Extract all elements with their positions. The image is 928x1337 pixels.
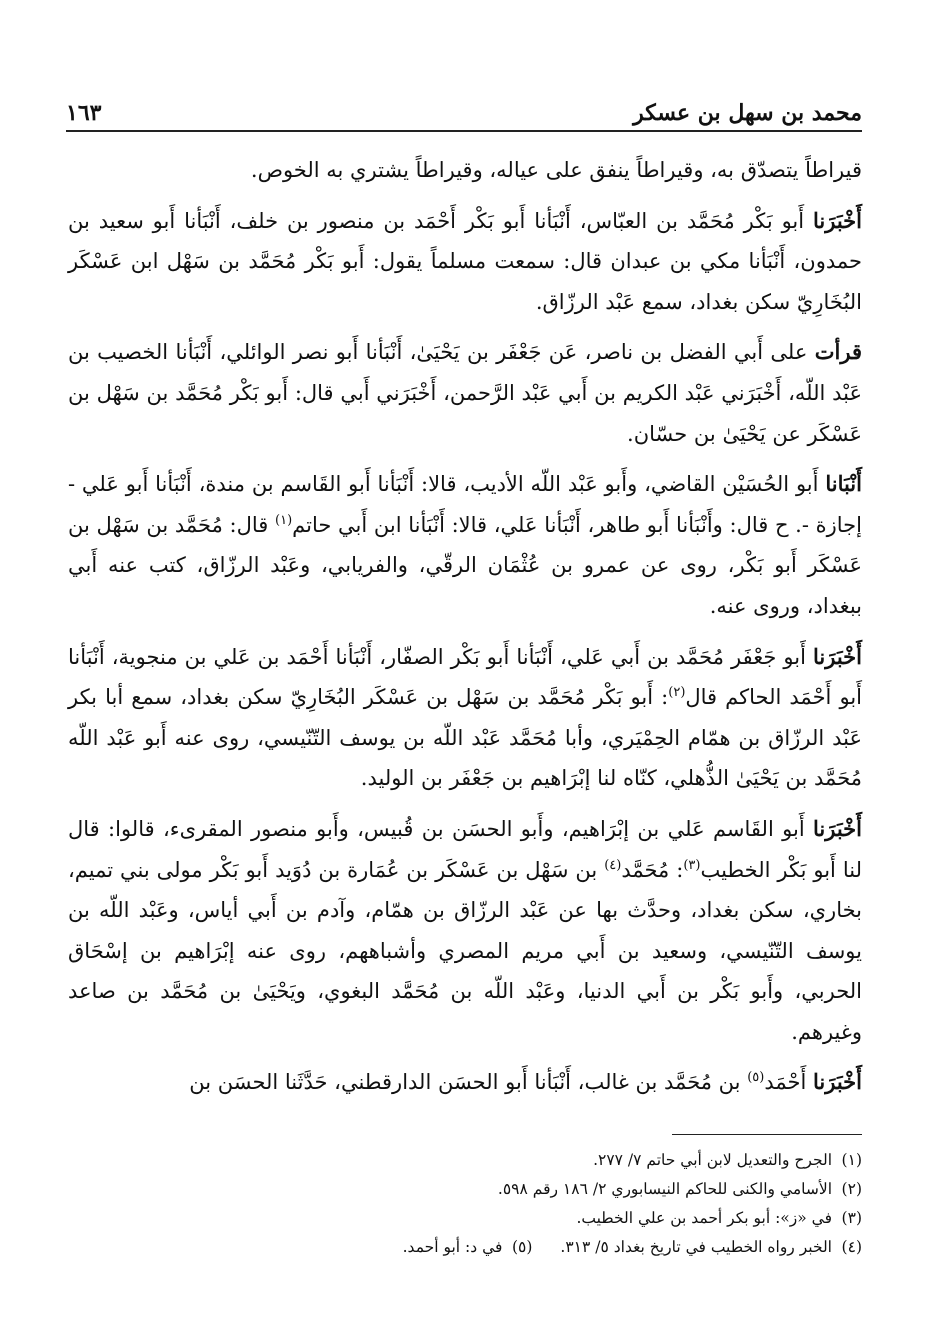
paragraph-5 <box>68 809 862 1053</box>
footnote-text: الجرح والتعديل لابن أبي حاتم ٧/ ٢٧٧. <box>593 1151 832 1169</box>
footnote-4-5 <box>68 1233 862 1262</box>
paragraph-6-text-b: بن مُحَمَّد بن غالب، أَنْبَأنا أَبو الحسَن الدارقطني، حَدَّثَنا الحسَن بن <box>189 1070 741 1095</box>
paragraph-1-keyword: أَخْبَرَنا <box>813 207 862 233</box>
paragraph-6 <box>68 1062 862 1103</box>
paragraph-3-text-a: أَبو الحُسَيْن القاضي، وأَبو عَبْد اللّه الأديب، قالا: أَنْبَأنا أَبو القَاسم بن مندة، أَنْبَأنا أَبو عَلي - إجازة -. ح قال: وأَنْبَأنا أَبو طاهر، أَنْبَأنا عَلي، قالا: أَنْبَأنا ابن أَبي حاتم <box>68 472 862 537</box>
paragraph-2-text: على أَبي الفضل بن ناصر، عَن جَعْفَر بن يَحْيَىٰ، أَنْبَأنا أَبو نصر الوائلي، أَنْبَأنا الخصيب بن عَبْد اللّه، أَخْبَرَني عَبْد الكريم بن أَبي عَبْد الرَّحمن، أَخْبَرَني أَبي قال: أَبو بَكْر مُحَمَّد بن سَهْل بن عَسْكَر عن يَحْيَىٰ بن حسّان. <box>68 340 862 446</box>
footnote-text: الأسامي والكنى للحاكم النيسابوري ٢/ ١٨٦ رقم ٥٩٨. <box>497 1180 832 1198</box>
footnote-number: (٥) <box>511 1238 533 1256</box>
main-text <box>68 150 862 1103</box>
paragraph-5-text-a: أَبو القَاسم عَلي بن إبْرَاهيم، وأَبو الحسَن بن قُبيس، وأَبو منصور المقرىء، قالوا: قال لنا أَبو بَكْر الخطيب <box>68 816 862 882</box>
paragraph-5-text-c: بن سَهْل بن عَسْكَر بن عُمَارة بن دُوَيد أَبو بَكْر مولى بني تميم، بخاري، سكن بغداد، وحدَّث بها عن عَبْد الرزّاق بن همّام، وآدم بن أَبي أياس، وعَبْد اللّه بن يوسف التّنّيسي، وسعيد بن أَبي مريم المصري وأشباههم، روى عنه إبْرَاهيم بن إسْحَاق الحربي، وأَبو بَكْر بن أَبي الدنيا، وعَبْد اللّه بن مُحَمَّد البغوي، ويَحْيَىٰ بن مُحَمَّد بن صاعد وغيرهم. <box>68 857 862 1044</box>
header-rule <box>66 130 862 132</box>
running-title: محمد بن سهل بن عسكر <box>633 100 862 126</box>
footnote-3 <box>68 1204 862 1233</box>
paragraph-2-keyword: قرأت <box>814 339 862 365</box>
footnote-number: (١) <box>841 1151 862 1169</box>
paragraph-1-text: أَبو بَكْر مُحَمَّد بن العبّاس، أَنْبَأنا أَبو بَكْر أَحْمَد بن منصور بن خلف، أَنْبَأنا أَبو سعيد بن حمدون، أَنْبَأنا مكي بن عبدان قال: سمعت مسلماً يقول: أَبو بَكْر مُحَمَّد بن سَهْل ابن عَسْكَر البُخَارِيّ سكن بغداد، سمع عَبْد الرزّاق. <box>68 208 862 314</box>
paragraph-2 <box>68 332 862 454</box>
paragraph-6-keyword: أَخْبَرَنا <box>813 1069 862 1095</box>
footnote-ref-4[interactable]: (٤) <box>604 857 622 873</box>
footnote-number: (٤) <box>841 1238 862 1256</box>
paragraph-3-keyword: أَنْبَانا <box>825 471 862 497</box>
footnote-ref-1[interactable]: (١) <box>275 512 293 528</box>
footnote-number: (٣) <box>841 1209 862 1227</box>
footnote-text: في «ز»: أبو بكر أحمد بن علي الخطيب. <box>576 1209 832 1227</box>
footnote-rule <box>672 1134 862 1135</box>
paragraph-3-text-b: قال: مُحَمَّد بن سَهْل بن عَسْكَر أَبو بَكْر، روى عن عمرو بن عُثْمَان الرقّي، والفريابي، وعَبْد الرزّاق، كتب عنه أَبي ببغداد، وروى عنه. <box>68 512 862 618</box>
paragraph-5-text-b: : مُحَمَّد <box>621 857 684 882</box>
footnote-2 <box>68 1175 862 1204</box>
footnote-1 <box>68 1146 862 1175</box>
footnote-ref-5[interactable]: (٥) <box>747 1070 765 1086</box>
paragraph-4 <box>68 637 862 799</box>
footnote-5 <box>403 1233 533 1262</box>
paragraph-0-text: قيراطاً يتصدّق به، وقيراطاً ينفق على عياله، وقيراطاً يشتري به الخوص. <box>250 158 862 182</box>
footnote-text: الخبر رواه الخطيب في تاريخ بغداد ٥/ ٣١٣. <box>560 1238 832 1256</box>
page-number: ١٦٣ <box>66 100 102 126</box>
paragraph-4-text-a: أَبو جَعْفَر مُحَمَّد بن أَبي عَلي، أَنْبَأنا أَبو بَكْر الصفّار، أَنْبَأنا أَحْمَد بن عَلي بن منجوية، أَنْبَأنا أَبو أَحْمَد الحاكم قال <box>68 644 863 710</box>
paragraph-0 <box>68 150 862 191</box>
paragraph-1 <box>68 201 862 323</box>
footnote-ref-2[interactable]: (٢) <box>668 685 686 701</box>
paragraph-5-keyword: أَخْبَرَنا <box>813 815 862 841</box>
paragraph-3 <box>68 464 862 626</box>
paragraph-4-text-b: : أَبو بَكْر مُحَمَّد بن سَهْل بن عَسْكَر البُخَارِيّ سكن بغداد، سمع أبا بكر عَبْد الرزّاق بن همّام الحِمْيَري، وأبا مُحَمَّد عَبْد اللّه بن يوسف التّنّيسي، روى عنه أَبو عَبْد اللّه مُحَمَّد بن يَحْيَىٰ الذُّهلي، كنّاه لنا إبْرَاهيم بن جَعْفَر بن الوليد. <box>68 685 862 791</box>
footnotes <box>68 1146 862 1262</box>
footnote-number: (٢) <box>841 1180 862 1198</box>
footnote-ref-3[interactable]: (٣) <box>683 857 701 873</box>
paragraph-4-keyword: أَخْبَرَنا <box>813 643 862 669</box>
footnote-text: في د: أبو أحمد. <box>402 1238 503 1256</box>
page-header <box>66 86 862 126</box>
paragraph-6-text-a: أَحْمَد <box>764 1070 807 1095</box>
